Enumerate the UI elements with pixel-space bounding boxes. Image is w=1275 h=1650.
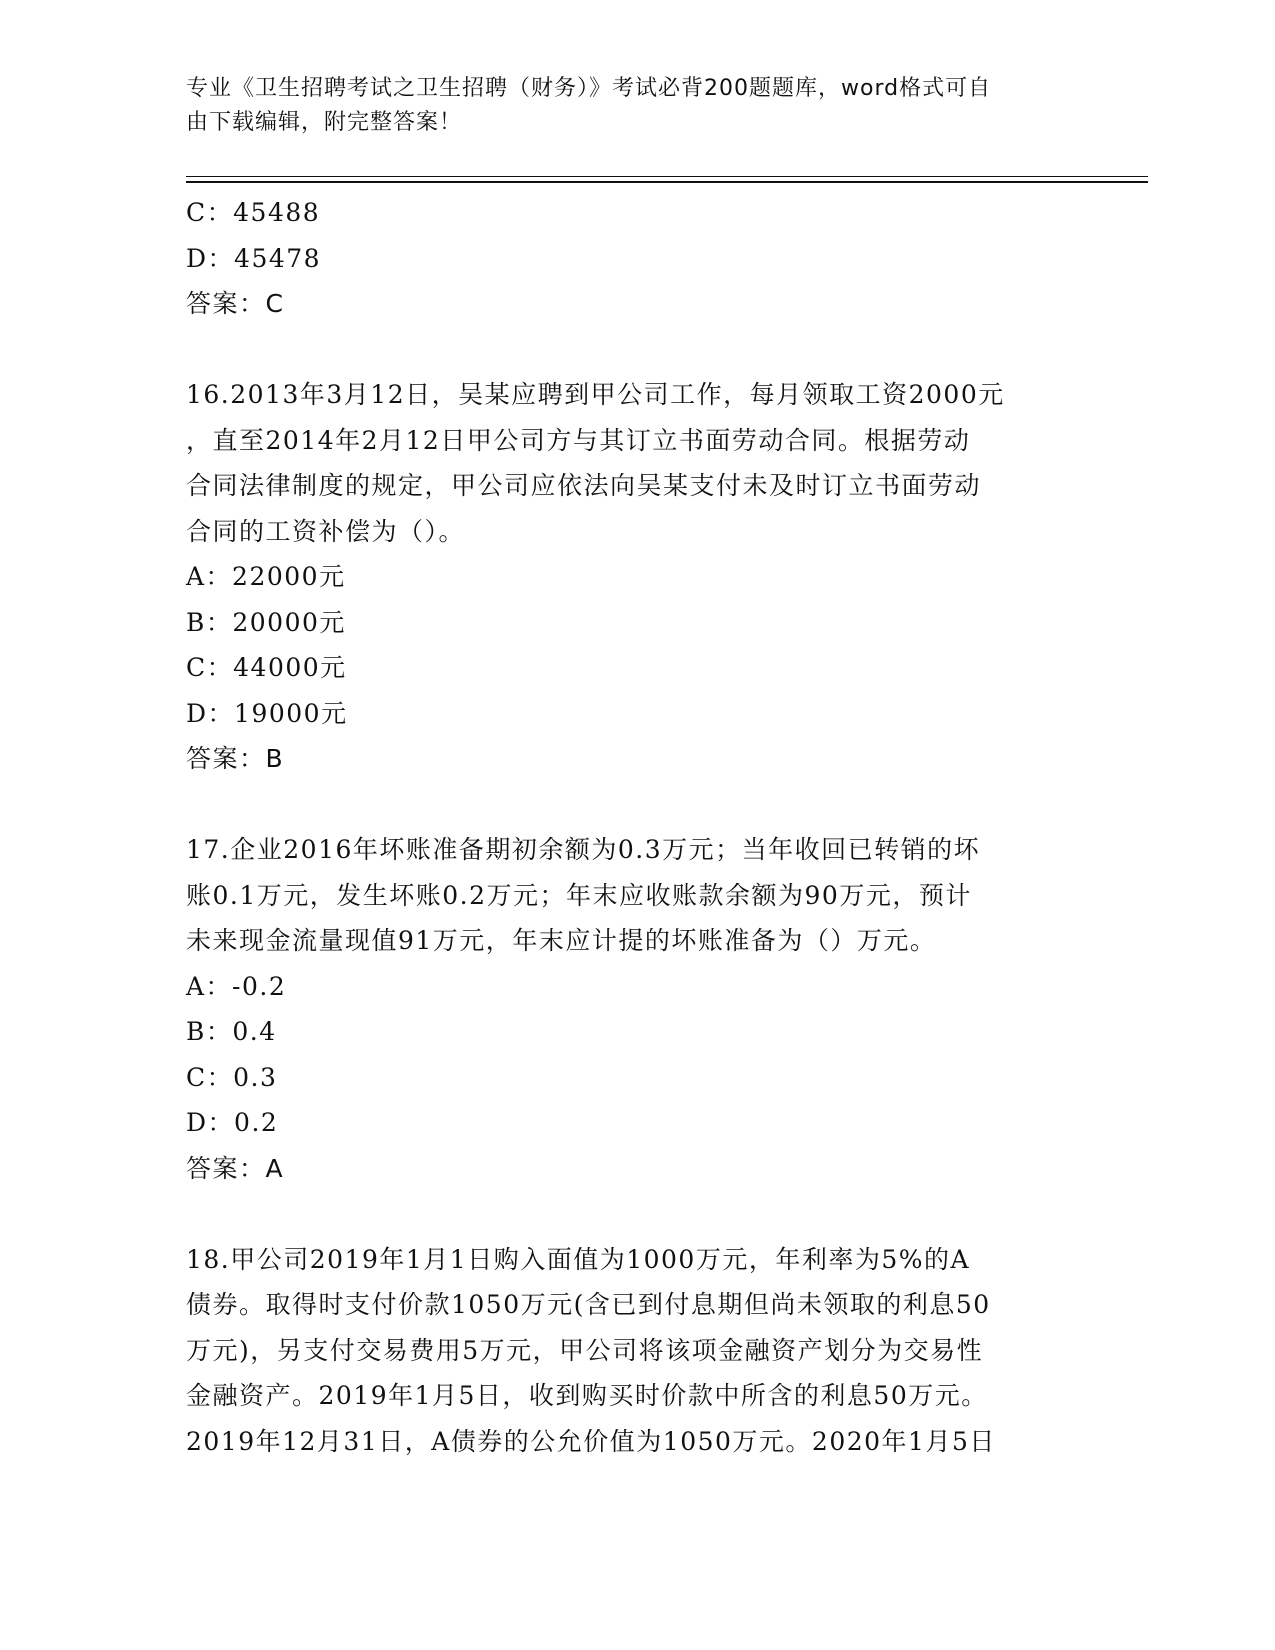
spacer [186,782,1086,828]
question-text-line: 账0.1万元，发生坏账0.2万元；年末应收账款余额为90万元，预计 [186,880,972,910]
option-b: B：20000元 [186,607,346,637]
answer-line: 答案：B [186,744,285,773]
question-text-line: 16.2013年3月12日，吴某应聘到甲公司工作，每月领取工资2000元 [186,380,1005,409]
option-d: D：45478 [186,243,322,273]
option-c: C：44000元 [186,653,347,682]
question-text-line: 2019年12月31日，A债券的公允价值为1050万元。2020年1月5日 [186,1426,996,1456]
question-text-line: 17.企业2016年坏账准备期初余额为0.3万元；当年收回已转销的坏 [186,835,981,864]
header-divider-thin [186,176,1148,177]
question-text-line: ，直至2014年2月12日甲公司方与其订立书面劳动合同。根据劳动 [186,425,971,455]
spacer [186,327,1086,373]
page-header [186,72,1076,140]
question-17 [186,827,1086,1191]
header-divider-thick [186,181,1148,183]
question-text-line: 万元)，另支付交易费用5万元，甲公司将该项金融资产划分为交易性 [186,1335,984,1365]
question-text-line: 债券。取得时支付价款1050万元(含已到付息期但尚未领取的利息50 [186,1290,991,1319]
header-line-1: 专业《卫生招聘考试之卫生招聘（财务）》考试必背200题题库，word格式可自 [186,76,992,101]
option-a: A：22000元 [186,562,346,591]
document-body [186,190,1086,1464]
answer-line: 答案：A [186,1153,285,1183]
question-text-line: 18.甲公司2019年1月1日购入面值为1000万元，年利率为5%的A [186,1244,971,1274]
option-c: C：45488 [186,198,321,227]
question-text-line: 合同法律制度的规定，甲公司应依法向吴某支付未及时订立书面劳动 [186,471,982,500]
spacer [186,1191,1086,1237]
header-line-2: 由下载编辑，附完整答案！ [186,110,463,135]
option-a: A：-0.2 [186,971,287,1001]
question-16 [186,372,1086,782]
question-15-tail [186,190,1086,327]
option-c: C：0.3 [186,1062,278,1092]
question-18 [186,1237,1086,1465]
question-text-line: 金融资产。2019年1月5日，收到购买时价款中所含的利息50万元。 [186,1381,988,1410]
option-d: D：0.2 [186,1108,279,1137]
option-d: D：19000元 [186,698,348,728]
question-text-line: 合同的工资补偿为（）。 [186,516,466,546]
question-text-line: 未来现金流量现值91万元，年末应计提的坏账准备为（）万元。 [186,926,937,955]
option-b: B：0.4 [186,1017,277,1046]
answer-line: 答案：C [186,289,285,318]
